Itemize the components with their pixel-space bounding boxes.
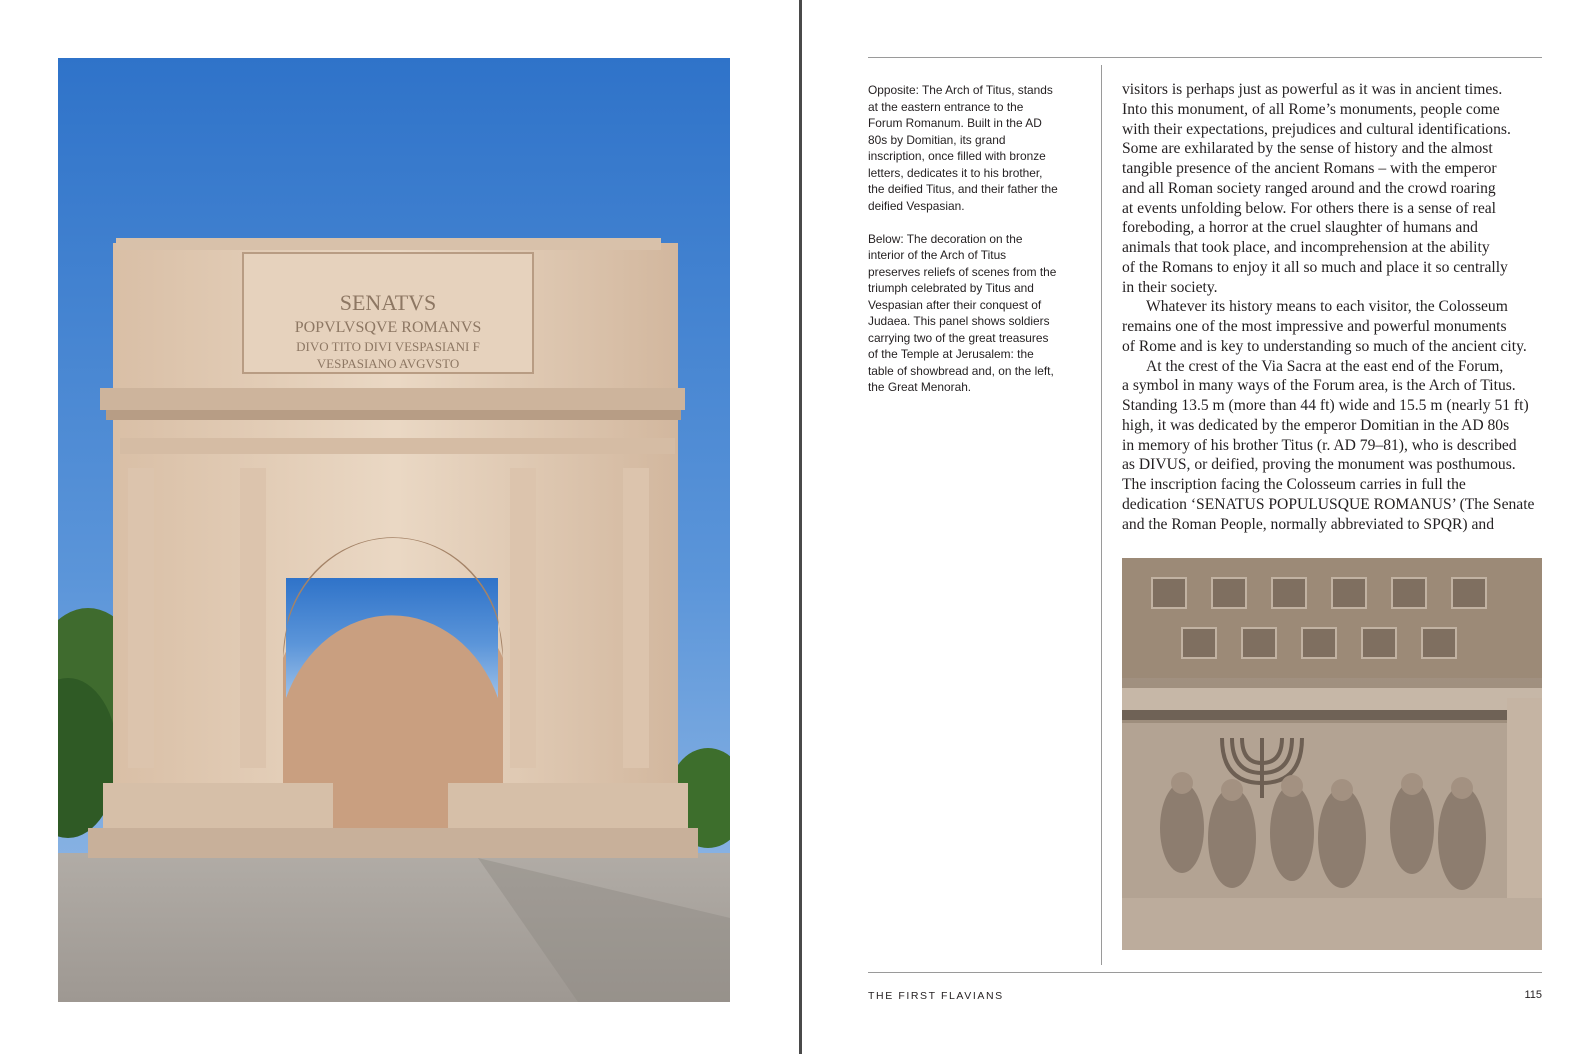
body-line: At the crest of the Via Sacra at the east end of the Forum, (1146, 357, 1504, 375)
body-line: and the Roman People, normally abbreviated to SPQR) and (1122, 515, 1495, 533)
inscription-line-1: SENATVS (339, 290, 437, 315)
body-line: high, it was dedicated by the emperor Domitian in the AD 80s (1122, 416, 1510, 434)
body-line: in memory of his brother Titus (r. AD 79–81), who is described (1122, 436, 1517, 454)
top-rule (868, 57, 1542, 58)
body-line: of the Romans to enjoy it all so much and place it so centrally (1122, 258, 1508, 276)
arch-of-titus-photo (58, 58, 730, 1002)
column-rule (1101, 65, 1102, 965)
caption-below: Below: The decoration on the interior of the Arch of Titus preserves reliefs of scenes from the triumph celebrated by Titus and Vespasian after their conquest of Judaea. This panel shows soldiers carrying two of the great treasures of the Temple at Jerusalem: the table of showbread and, on the left, the Great Menorah. (868, 231, 1057, 394)
body-line: foreboding, a horror at the cruel slaughter of humans and (1122, 219, 1478, 237)
body-line: of Rome and is key to understanding so much of the ancient city. (1122, 337, 1527, 355)
menorah-relief-illustration (1122, 558, 1542, 950)
body-line: Standing 13.5 m (more than 44 ft) wide and 15.5 m (nearly 51 ft) (1122, 397, 1529, 414)
body-line: visitors is perhaps just as powerful as it was in ancient times. (1122, 81, 1503, 98)
caption-opposite: Opposite: The Arch of Titus, stands at the eastern entrance to the Forum Romanum. Built in the AD 80s by Domitian, its grand inscription, once filled with bronze letters, dedicates it to his brother, the deified Titus, and their father the deified Vespasian. (868, 83, 1058, 213)
body-line: Whatever its history means to each visitor, the Colosseum (1146, 298, 1508, 316)
body-line: dedication ‘SENATUS POPULUSQUE ROMANUS’ (The Senate (1122, 495, 1535, 513)
body-line: and all Roman society ranged around and the crowd roaring (1122, 179, 1496, 197)
page-number: 115 (1524, 989, 1542, 1001)
body-line: animals that took place, and incomprehension at the ability (1122, 239, 1490, 256)
arch-of-titus-illustration (58, 58, 730, 1002)
body-text (1122, 80, 1547, 534)
page-gutter (799, 0, 802, 1054)
body-line: Into this monument, of all Rome’s monuments, people come (1122, 100, 1500, 118)
body-line: a symbol in many ways of the Forum area, is the Arch of Titus. (1122, 377, 1516, 395)
running-head: THE FIRST FLAVIANS (868, 990, 1004, 1002)
body-line: tangible presence of the ancient Romans – with the emperor (1122, 160, 1497, 177)
body-line: with their expectations, prejudices and cultural identifications. (1122, 120, 1511, 138)
body-line: in their society. (1122, 278, 1218, 296)
body-line: Some are exhilarated by the sense of history and the almost (1122, 140, 1493, 158)
caption-column (868, 82, 1058, 412)
bottom-rule (868, 972, 1542, 973)
inscription-line-2: POPVLVSQVE ROMANVS (294, 319, 482, 336)
body-line: remains one of the most impressive and powerful monuments (1122, 318, 1507, 335)
inscription-line-3: DIVO TITO DIVI VESPASIANI F (296, 339, 480, 354)
inscription-line-4: VESPASIANO AVGVSTO (316, 356, 460, 371)
menorah-relief-photo (1122, 558, 1542, 950)
body-line: The inscription facing the Colosseum carries in full the (1122, 476, 1466, 493)
body-line: at events unfolding below. For others there is a sense of real (1122, 199, 1496, 217)
body-line: as DIVUS, or deified, proving the monument was posthumous. (1122, 456, 1516, 474)
